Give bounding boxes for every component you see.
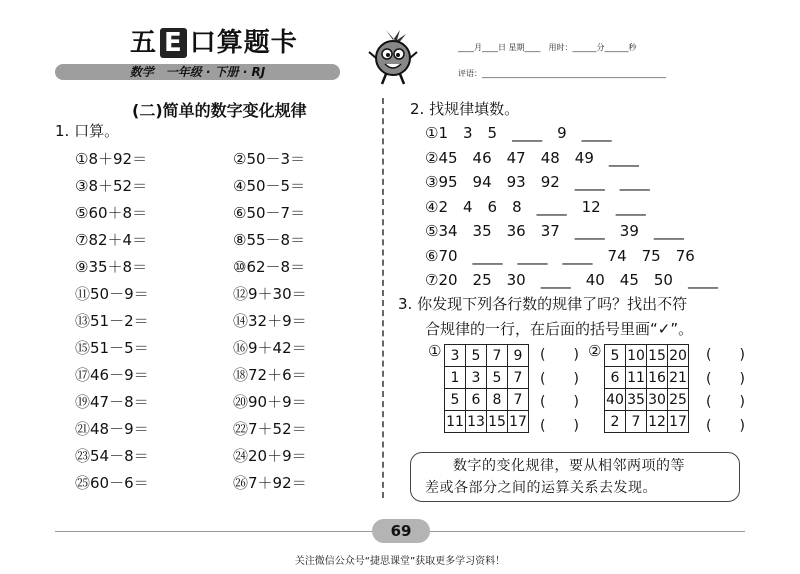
calc-expression: 48－9＝ xyxy=(90,420,149,438)
calc-number: ㉑ xyxy=(75,420,91,438)
calc-expression: 51－2＝ xyxy=(90,312,149,330)
grid-cell: 7 xyxy=(508,367,529,389)
calc-expression: 35＋8＝ xyxy=(88,258,148,276)
calc-item xyxy=(75,472,149,493)
calc-item xyxy=(75,391,149,412)
date-time-line: ____月____日 星期____ 用时：______分______秒 xyxy=(458,43,637,52)
grid-cell: 3 xyxy=(445,345,466,367)
sequence-row: ⑤34 35 36 37 ____ 39 ____ xyxy=(425,222,684,240)
calc-number: ⑲ xyxy=(75,393,91,411)
sequence-row: ①1 3 5 ____ 9 ____ xyxy=(425,124,612,142)
grid-cell: 13 xyxy=(466,411,487,433)
calc-expression: 60－6＝ xyxy=(90,474,149,492)
calc-expression: 7＋52＝ xyxy=(248,420,307,438)
answer-paren[interactable]: ( ) xyxy=(540,347,579,363)
grid-cell: 20 xyxy=(668,345,689,367)
number-grid-1 xyxy=(444,344,529,433)
calc-expression: 72＋6＝ xyxy=(248,366,307,384)
grid-row xyxy=(445,389,529,411)
calc-item xyxy=(233,364,307,385)
grid2-answer-parens xyxy=(706,344,745,438)
grid-cell: 7 xyxy=(626,411,647,433)
calc-expression: 32＋9＝ xyxy=(248,312,307,330)
grid-cell: 30 xyxy=(647,389,668,411)
calc-number: ㉔ xyxy=(233,447,249,465)
calc-item xyxy=(233,148,305,169)
grid-cell: 12 xyxy=(647,411,668,433)
answer-paren[interactable]: ( ) xyxy=(540,417,579,434)
calc-item xyxy=(233,391,307,412)
grid-cell: 11 xyxy=(626,367,647,389)
calc-number: ⑦ xyxy=(75,231,89,249)
grid-cell: 3 xyxy=(466,367,487,389)
calc-expression: 9＋42＝ xyxy=(248,339,307,357)
q2-title: 2. 找规律填数。 xyxy=(410,100,520,118)
calc-expression: 50－3＝ xyxy=(246,150,306,168)
grid-row xyxy=(445,411,529,433)
grid-cell: 6 xyxy=(466,389,487,411)
grid-cell: 6 xyxy=(605,367,626,389)
section-title: (二)简单的数字变化规律 xyxy=(132,101,307,120)
calc-item xyxy=(233,175,305,196)
answer-paren[interactable]: ( ) xyxy=(540,370,579,387)
answer-paren[interactable]: ( ) xyxy=(706,347,745,363)
brand-letter: E xyxy=(160,28,187,58)
brand-suffix: 口算题卡 xyxy=(189,28,298,58)
calc-number: ⑬ xyxy=(75,312,91,330)
column-divider xyxy=(382,98,384,498)
calc-number: ⑫ xyxy=(233,285,249,303)
answer-paren[interactable]: ( ) xyxy=(706,417,745,434)
calc-expression: 20＋9＝ xyxy=(248,447,307,465)
grid-cell: 17 xyxy=(508,411,529,433)
grid-cell: 5 xyxy=(605,345,626,367)
calc-expression: 50－9＝ xyxy=(90,285,149,303)
calc-expression: 7＋92＝ xyxy=(248,474,307,492)
page-number: 69 xyxy=(372,519,430,543)
grid-cell: 17 xyxy=(668,411,689,433)
grid-cell: 8 xyxy=(487,389,508,411)
calc-number: ⑥ xyxy=(233,204,247,222)
calc-item xyxy=(233,256,305,277)
grid-cell: 10 xyxy=(626,345,647,367)
calc-item xyxy=(75,148,147,169)
calc-number: ⑧ xyxy=(233,231,247,249)
tip-line-2: 差或各部分之间的运算关系去发现。 xyxy=(425,480,657,496)
calc-item xyxy=(233,418,307,439)
calc-number: ㉕ xyxy=(75,474,91,492)
calc-item xyxy=(75,364,149,385)
calc-item xyxy=(75,283,149,304)
calc-number: ① xyxy=(75,150,89,168)
calc-number: ⑨ xyxy=(75,258,89,276)
grid-cell: 7 xyxy=(508,389,529,411)
calc-item xyxy=(75,256,147,277)
sequence-row: ⑦20 25 30 ____ 40 45 50 ____ xyxy=(425,271,718,289)
q3-title-line2: 合规律的一行，在后面的括号里画“✓”。 xyxy=(425,320,694,338)
grid-cell: 5 xyxy=(466,345,487,367)
calc-number: ③ xyxy=(75,177,89,195)
calc-item xyxy=(75,337,149,358)
brand-prefix: 五 xyxy=(130,28,158,58)
calc-expression: 47－8＝ xyxy=(90,393,149,411)
number-grid-2 xyxy=(604,344,689,433)
calc-number: ㉒ xyxy=(233,420,249,438)
calc-item xyxy=(233,202,305,223)
answer-paren[interactable]: ( ) xyxy=(540,394,579,410)
calc-number: ⑱ xyxy=(233,366,249,384)
grid-row xyxy=(605,389,689,411)
calc-number: ㉖ xyxy=(233,474,249,492)
grid-cell: 40 xyxy=(605,389,626,411)
answer-paren[interactable]: ( ) xyxy=(706,370,745,387)
mascot-icon xyxy=(366,26,420,86)
calc-expression: 54－8＝ xyxy=(90,447,149,465)
calc-item xyxy=(233,310,307,331)
grid1-label: ① xyxy=(428,342,442,360)
grid-cell: 9 xyxy=(508,345,529,367)
grid-row xyxy=(445,367,529,389)
grid-cell: 2 xyxy=(605,411,626,433)
calc-expression: 50－5＝ xyxy=(246,177,306,195)
sequence-row: ②45 46 47 48 49 ____ xyxy=(425,148,639,167)
grid-cell: 11 xyxy=(445,411,466,433)
calc-item xyxy=(75,202,147,223)
calc-expression: 50－7＝ xyxy=(246,204,306,222)
calc-expression: 62－8＝ xyxy=(246,258,306,276)
calc-expression: 9＋30＝ xyxy=(248,285,307,303)
grid-cell: 5 xyxy=(445,389,466,411)
grid-cell: 7 xyxy=(487,345,508,367)
calc-number: ④ xyxy=(233,177,247,195)
q1-title: 1. 口算。 xyxy=(55,122,120,140)
calc-number: ㉓ xyxy=(75,447,91,465)
calc-item xyxy=(233,472,307,493)
grid-row xyxy=(605,411,689,433)
calc-number: ⑭ xyxy=(233,312,249,330)
answer-paren[interactable]: ( ) xyxy=(706,394,745,410)
calc-number: ② xyxy=(233,150,247,168)
tip-line-1: 数字的变化规律，要从相邻两项的等 xyxy=(453,458,685,474)
subtitle-bar: 数学 一年级 · 下册 · RJ xyxy=(55,64,340,80)
calc-expression: 8＋92＝ xyxy=(88,150,148,168)
calc-number: ⑯ xyxy=(233,339,249,357)
grid-cell: 25 xyxy=(668,389,689,411)
grid-cell: 1 xyxy=(445,367,466,389)
sequence-row: ③95 94 93 92 ____ ____ xyxy=(425,173,650,191)
calc-number: ⑰ xyxy=(75,366,91,384)
calc-expression: 51－5＝ xyxy=(90,339,149,357)
grid-cell: 15 xyxy=(647,345,668,367)
grid-row xyxy=(605,367,689,389)
grid-cell: 35 xyxy=(626,389,647,411)
grid2-label: ② xyxy=(588,342,602,360)
grid-cell: 21 xyxy=(668,367,689,389)
calc-expression: 46－9＝ xyxy=(90,366,149,384)
sequence-row: ⑥70 ____ ____ ____ 74 75 76 xyxy=(425,246,695,265)
grid-cell: 15 xyxy=(487,411,508,433)
calc-expression: 60＋8＝ xyxy=(88,204,148,222)
calc-item xyxy=(233,229,305,250)
calc-item xyxy=(75,175,147,196)
calc-number: ⑤ xyxy=(75,204,89,222)
calc-expression: 82＋4＝ xyxy=(88,231,148,249)
grid-cell: 16 xyxy=(647,367,668,389)
q3-title-line1: 3. 你发现下列各行数的规律了吗？找出不符 xyxy=(398,295,688,313)
tip-box xyxy=(410,452,740,502)
calc-item xyxy=(233,445,307,466)
calc-expression: 8＋52＝ xyxy=(88,177,148,195)
brand-title xyxy=(130,22,298,59)
footer-note: 关注微信公众号“捷思课堂”获取更多学习资料！ xyxy=(294,556,506,567)
calc-item xyxy=(233,337,307,358)
calc-expression: 55－8＝ xyxy=(246,231,306,249)
calc-item xyxy=(75,418,149,439)
calc-item xyxy=(75,229,147,250)
grid-row xyxy=(605,345,689,367)
calc-item xyxy=(75,310,149,331)
sequence-row: ④2 4 6 8 ____ 12 ____ xyxy=(425,197,646,216)
calc-item xyxy=(75,445,149,466)
calc-number: ⑩ xyxy=(233,258,247,276)
comment-line: 评语：______________________________________________ xyxy=(458,69,666,78)
grid-cell: 5 xyxy=(487,367,508,389)
grid1-answer-parens xyxy=(540,344,579,438)
grid-row xyxy=(445,345,529,367)
calc-expression: 90＋9＝ xyxy=(248,393,307,411)
calc-number: ⑪ xyxy=(75,285,91,303)
calc-number: ⑳ xyxy=(233,393,249,411)
calc-item xyxy=(233,283,307,304)
calc-number: ⑮ xyxy=(75,339,91,357)
